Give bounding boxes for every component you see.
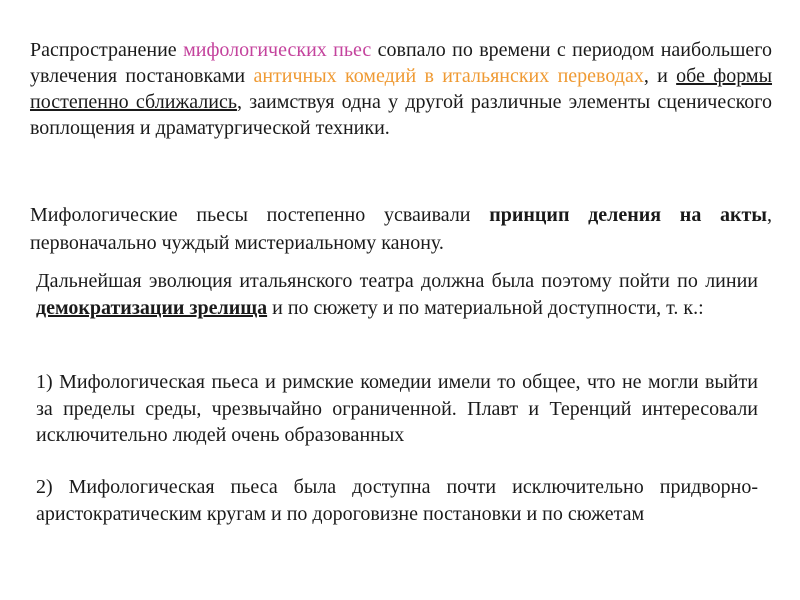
paragraph-mythological-plays — [30, 37, 772, 141]
paragraph-point-1 — [36, 369, 758, 449]
paragraph-act-division — [30, 201, 772, 257]
text-segment: , и — [643, 65, 677, 87]
bold-underlined-democratization: демократизации зрелища — [36, 296, 268, 319]
text-segment: 1) Мифологическая пьеса и римские комедии имели то общее, что не могли выйти за пределы среды, чрезвычайно ограниченной. Плавт и Теренций интересовали исключительно людей очень образованных — [36, 371, 758, 446]
highlight-ancient-comedies: античных комедий в итальянских переводах — [253, 65, 644, 87]
text-segment: , заимствуя одна у другой различные элементы сценического воплощения и драматургической техники. — [30, 91, 773, 139]
text-segment: 2) Мифологическая пьеса была доступна почти исключительно придворно-аристократическим кругам и по дороговизне постановки и по сюжетам — [36, 476, 758, 525]
paragraph-point-2 — [36, 474, 758, 527]
text-segment: Распространение — [30, 39, 184, 61]
text-segment: Мифологические пьесы постепенно усваивали — [30, 204, 490, 226]
paragraph-evolution — [36, 268, 758, 321]
highlight-mythological-plays: мифологических пьес — [183, 39, 372, 61]
text-segment: , первоначально чуждый мистериальному канону. — [30, 204, 772, 254]
bold-act-division-principle: принцип деления на акты — [489, 204, 767, 226]
underlined-convergence: обе формы постепенно сближались — [30, 65, 773, 113]
text-segment: совпало по времени с периодом наибольшего увлечения постановками — [30, 39, 772, 87]
text-segment: и по сюжету и по материальной доступности, т. к.: — [267, 296, 704, 319]
text-segment: Дальнейшая эволюция итальянского театра должна была поэтому пойти по линии — [36, 270, 758, 292]
